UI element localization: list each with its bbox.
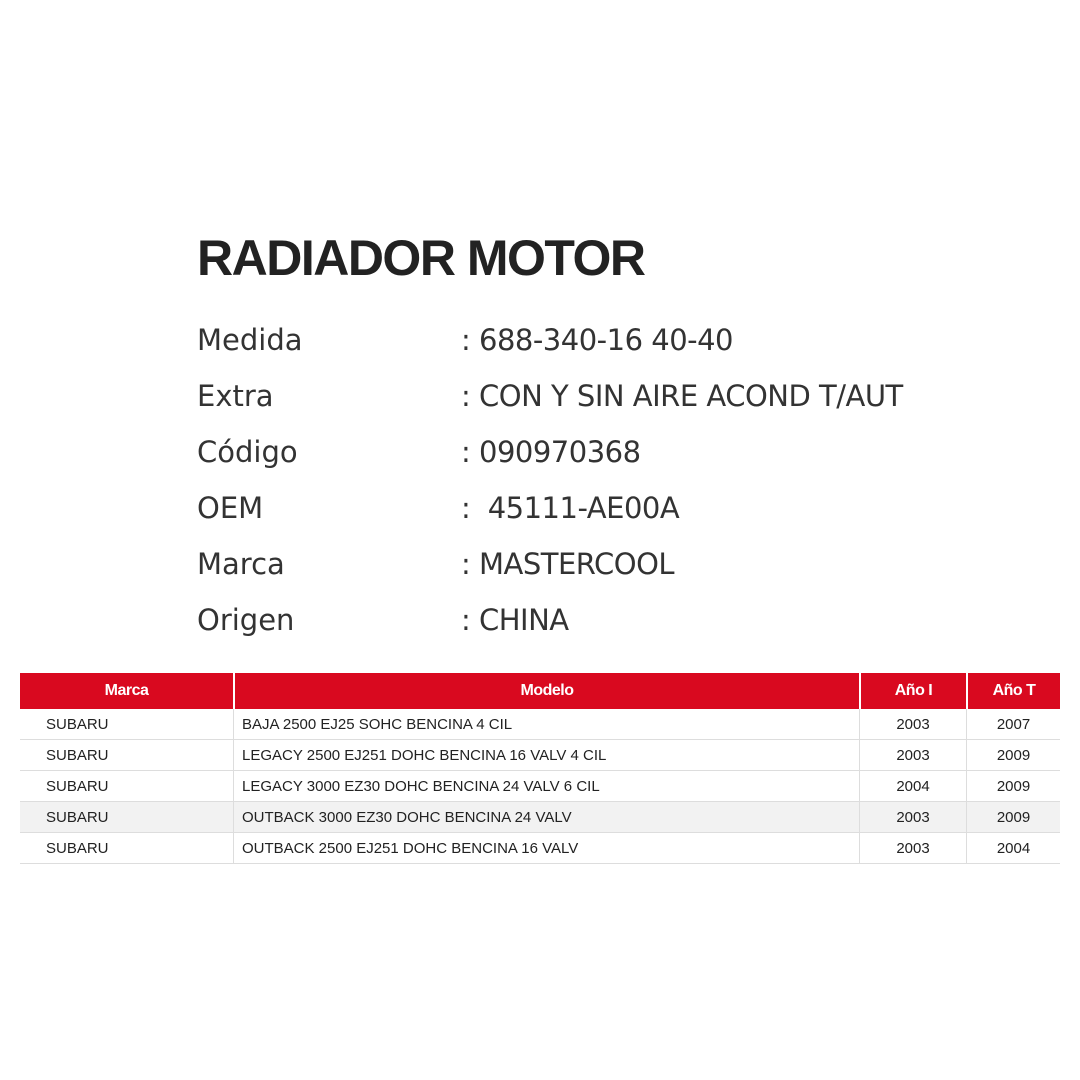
spec-value: : 688-340-16 40-40 (461, 323, 734, 357)
spec-label: Marca (197, 547, 285, 581)
cell-marca: SUBARU (20, 771, 233, 802)
cell-modelo: OUTBACK 3000 EZ30 DOHC BENCINA 24 VALV (233, 802, 859, 833)
cell-modelo: BAJA 2500 EJ25 SOHC BENCINA 4 CIL (233, 709, 859, 740)
cell-ano-inicio: 2004 (859, 771, 966, 802)
spec-row-oem (197, 480, 957, 536)
spec-value: : 45111-AE00A (461, 491, 680, 525)
product-title: RADIADOR MOTOR (197, 230, 645, 286)
header-marca: Marca (20, 673, 233, 709)
applications-table (20, 673, 1060, 864)
spec-row-origen (197, 592, 957, 648)
cell-ano-inicio: 2003 (859, 740, 966, 771)
cell-marca: SUBARU (20, 709, 233, 740)
spec-value: : 090970368 (461, 435, 641, 469)
table-header-row (20, 673, 1060, 709)
cell-ano-termino: 2009 (966, 740, 1060, 771)
cell-marca: SUBARU (20, 802, 233, 833)
spec-row-marca (197, 536, 957, 592)
spec-value: : CHINA (461, 603, 569, 637)
cell-modelo: LEGACY 2500 EJ251 DOHC BENCINA 16 VALV 4 CIL (233, 740, 859, 771)
spec-row-medida (197, 312, 957, 368)
spec-label: Código (197, 435, 298, 469)
table-row (20, 833, 1060, 864)
cell-ano-termino: 2004 (966, 833, 1060, 864)
spec-label: Medida (197, 323, 303, 357)
cell-ano-inicio: 2003 (859, 709, 966, 740)
table-row (20, 740, 1060, 771)
cell-ano-termino: 2007 (966, 709, 1060, 740)
table-row (20, 709, 1060, 740)
spec-list (197, 312, 957, 648)
spec-value: : MASTERCOOL (461, 547, 675, 581)
table-row (20, 771, 1060, 802)
spec-label: Extra (197, 379, 274, 413)
table-row (20, 802, 1060, 833)
cell-marca: SUBARU (20, 833, 233, 864)
header-ano-termino: Año T (966, 673, 1060, 709)
cell-ano-termino: 2009 (966, 802, 1060, 833)
cell-ano-termino: 2009 (966, 771, 1060, 802)
spec-label: Origen (197, 603, 295, 637)
spec-row-codigo (197, 424, 957, 480)
cell-ano-inicio: 2003 (859, 802, 966, 833)
spec-label: OEM (197, 491, 264, 525)
cell-ano-inicio: 2003 (859, 833, 966, 864)
spec-value: : CON Y SIN AIRE ACOND T/AUT (461, 379, 903, 413)
cell-modelo: OUTBACK 2500 EJ251 DOHC BENCINA 16 VALV (233, 833, 859, 864)
spec-row-extra (197, 368, 957, 424)
cell-marca: SUBARU (20, 740, 233, 771)
header-modelo: Modelo (233, 673, 859, 709)
cell-modelo: LEGACY 3000 EZ30 DOHC BENCINA 24 VALV 6 CIL (233, 771, 859, 802)
header-ano-inicio: Año I (859, 673, 966, 709)
